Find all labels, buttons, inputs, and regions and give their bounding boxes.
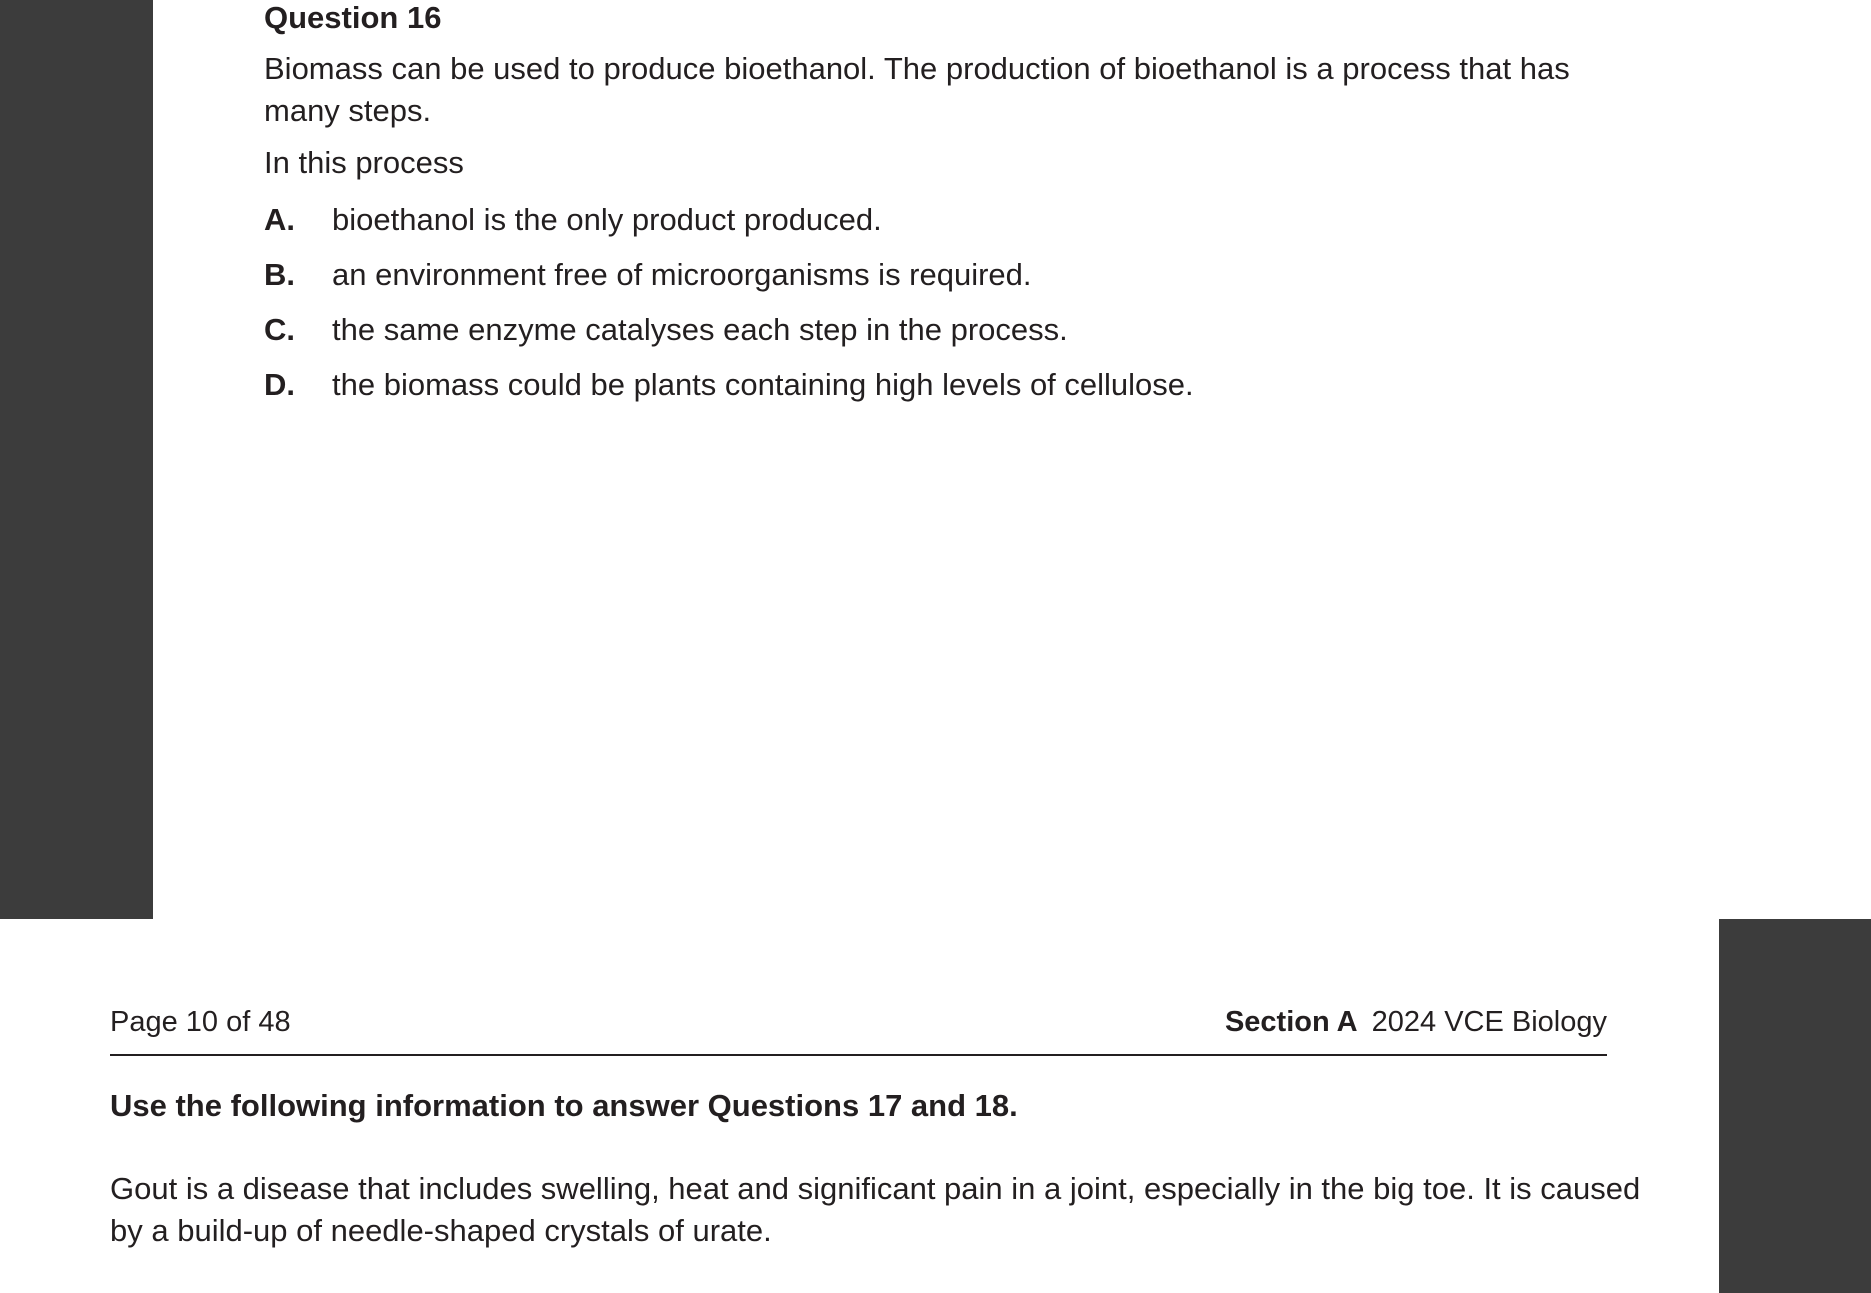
option-text: bioethanol is the only product produced. xyxy=(332,202,882,237)
option-letter: D. xyxy=(264,367,295,402)
right-margin-bar xyxy=(1719,919,1871,1293)
option-text: the same enzyme catalyses each step in the process. xyxy=(332,312,1068,347)
option-letter: A. xyxy=(264,202,295,237)
option-text: the biomass could be plants containing high levels of cellulose. xyxy=(332,367,1194,402)
answer-options xyxy=(264,199,1664,419)
question-stem: Biomass can be used to produce bioethanol. The production of bioethanol is a process that has many steps. xyxy=(264,51,1570,128)
section-info xyxy=(1225,1006,1607,1039)
subject-label: 2024 VCE Biology xyxy=(1371,1006,1607,1038)
option-c[interactable] xyxy=(264,309,1664,364)
option-letter: C. xyxy=(264,312,295,347)
page-footer xyxy=(110,1004,1607,1056)
info-text: Gout is a disease that includes swelling, heat and significant pain in a joint, especially in the big toe. It is caused by a build-up of needle-shaped crystals of urate. xyxy=(110,1171,1641,1248)
option-b[interactable] xyxy=(264,254,1664,309)
option-text: an environment free of microorganisms is required. xyxy=(332,257,1032,292)
option-d[interactable] xyxy=(264,364,1664,419)
left-margin-bar xyxy=(0,0,153,919)
section-label: Section A xyxy=(1224,1006,1358,1038)
question-title: Question 16 xyxy=(264,0,442,35)
option-a[interactable] xyxy=(264,199,1664,254)
question-lead: In this process xyxy=(264,145,464,180)
option-letter: B. xyxy=(264,257,295,292)
page-number: Page 10 of 48 xyxy=(110,1006,291,1038)
info-heading: Use the following information to answer Questions 17 and 18. xyxy=(110,1088,1018,1123)
question-block xyxy=(264,0,1664,419)
